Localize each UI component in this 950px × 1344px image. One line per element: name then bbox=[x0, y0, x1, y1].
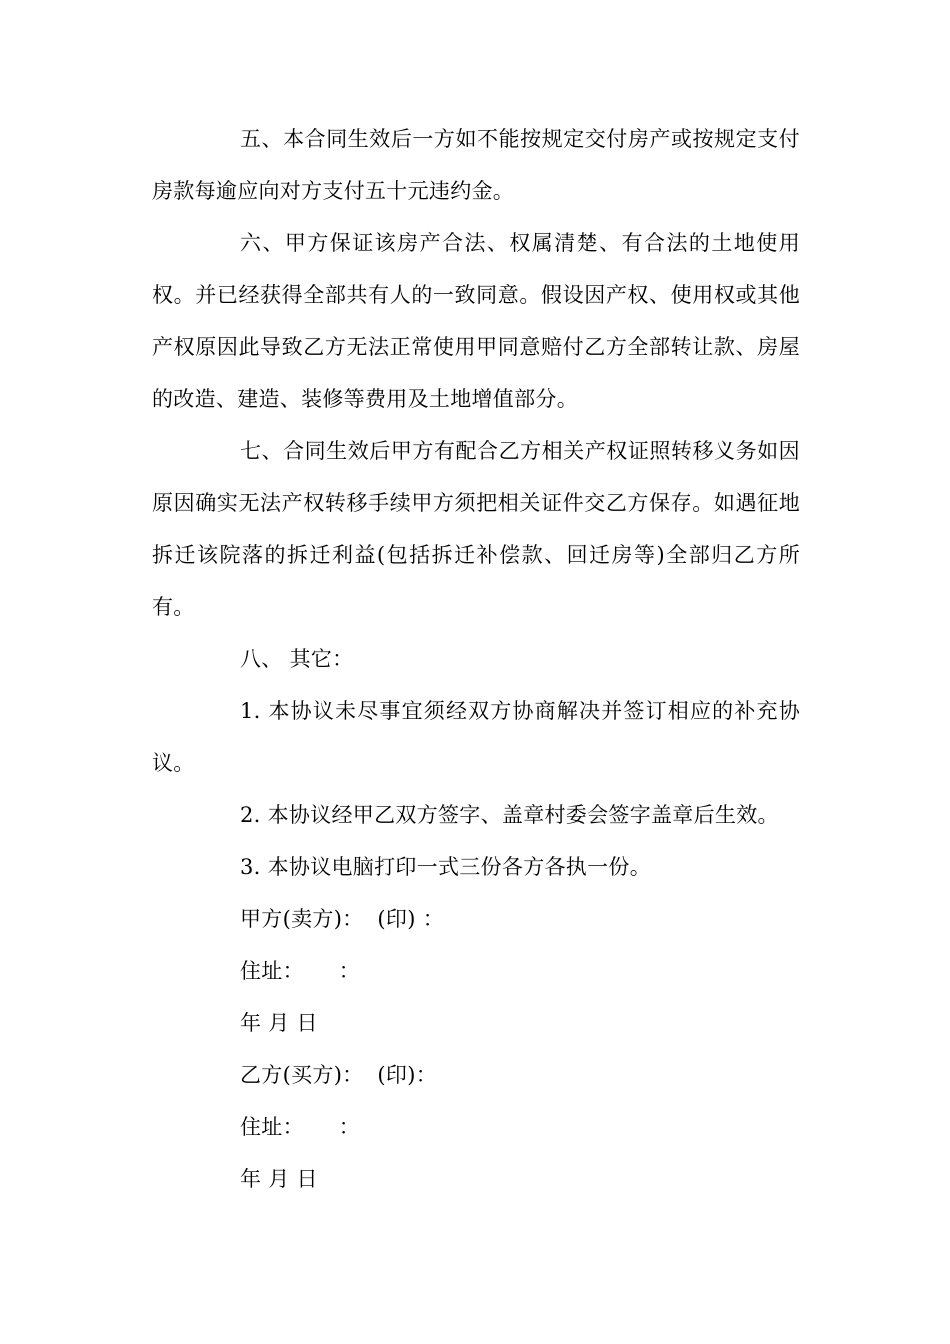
party-a-signature: 甲方(卖方)： (印) ： bbox=[240, 907, 444, 931]
document-body bbox=[152, 113, 800, 1205]
party-a-date: 年 月 日 bbox=[240, 1011, 318, 1035]
clause-8-heading: 八、 其它： bbox=[240, 647, 354, 671]
clause-8-item-1: 1. 本协议未尽事宜须经双方协商解决并签订相应的补充协议。 bbox=[152, 699, 800, 775]
clause-8-item-3: 3. 本协议电脑打印一式三份各方各执一份。 bbox=[240, 855, 652, 879]
party-a-address: 住址： ： bbox=[240, 959, 361, 983]
clause-5: 五、本合同生效后一方如不能按规定交付房产或按规定支付房款每逾应向对方支付五十元违约金。 bbox=[152, 127, 800, 203]
clause-6: 六、甲方保证该房产合法、权属清楚、有合法的土地使用权。并已经获得全部共有人的一致同意。假设因产权、使用权或其他产权原因此导致乙方无法正常使用甲同意赔付乙方全部转让款、房屋的改造、建造、装修等费用及土地增值部分。 bbox=[152, 231, 800, 411]
clause-7: 七、合同生效后甲方有配合乙方相关产权证照转移义务如因原因确实无法产权转移手续甲方须把相关证件交乙方保存。如遇征地拆迁该院落的拆迁利益(包括拆迁补偿款、回迁房等)全部归乙方所有。 bbox=[152, 439, 800, 619]
party-b-address: 住址： ： bbox=[240, 1115, 361, 1139]
party-b-signature: 乙方(买方)： (印)： bbox=[240, 1063, 438, 1087]
clause-8-item-2: 2. 本协议经甲乙双方签字、盖章村委会签字盖章后生效。 bbox=[240, 803, 779, 827]
party-b-date: 年 月 日 bbox=[240, 1167, 318, 1191]
